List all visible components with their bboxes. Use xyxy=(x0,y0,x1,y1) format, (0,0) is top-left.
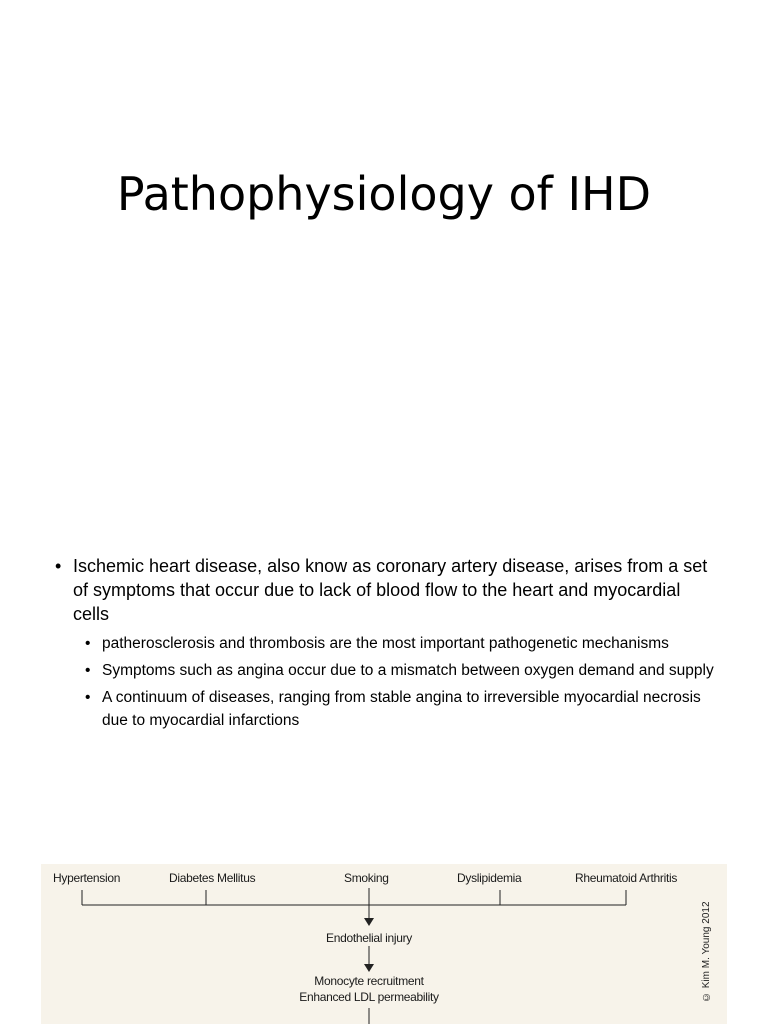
step-monocyte-recruitment: Monocyte recruitment xyxy=(314,974,424,988)
arrowhead-2 xyxy=(364,964,374,972)
slide-title: Pathophysiology of IHD xyxy=(116,167,652,221)
risk-factor-diabetes: Diabetes Mellitus xyxy=(169,871,256,885)
sub-bullet-1 xyxy=(85,632,715,655)
risk-factor-smoking: Smoking xyxy=(344,871,389,885)
bullet-dot: • xyxy=(85,662,91,679)
pathophysiology-flowchart xyxy=(41,864,727,1024)
bullet-main-text: Ischemic heart disease, also know as coronary artery disease, arises from a set of symptoms that occur due to lack of blood flow to the heart and myocardial cells xyxy=(73,556,708,624)
step-endothelial-injury: Endothelial injury xyxy=(326,931,412,945)
sub-bullet-text: A continuum of diseases, ranging from stable angina to irreversible myocardial necrosis due to myocardial infarctions xyxy=(102,689,701,729)
risk-factor-hypertension: Hypertension xyxy=(53,871,121,885)
sub-bullet-2 xyxy=(85,659,715,682)
risk-factor-rheumatoid-arthritis: Rheumatoid Arthritis xyxy=(575,871,678,885)
step-ldl-permeability: Enhanced LDL permeability xyxy=(299,990,439,1004)
bullet-dot: • xyxy=(85,635,91,652)
bullet-dot: • xyxy=(85,689,91,706)
sub-bullet-text: Symptoms such as angina occur due to a mismatch between oxygen demand and supply xyxy=(102,662,714,679)
arrowhead-1 xyxy=(364,918,374,926)
bullet-main xyxy=(55,554,715,732)
risk-factor-dyslipidemia: Dyslipidemia xyxy=(457,871,522,885)
sub-bullet-list xyxy=(73,632,715,732)
sub-bullet-3 xyxy=(85,686,715,732)
sub-bullet-text: patherosclerosis and thrombosis are the most important pathogenetic mechanisms xyxy=(102,635,669,652)
bullet-list xyxy=(55,554,715,736)
bullet-dot: • xyxy=(55,556,62,576)
copyright-notice: © Kim M. Young 2012 xyxy=(701,901,712,1002)
